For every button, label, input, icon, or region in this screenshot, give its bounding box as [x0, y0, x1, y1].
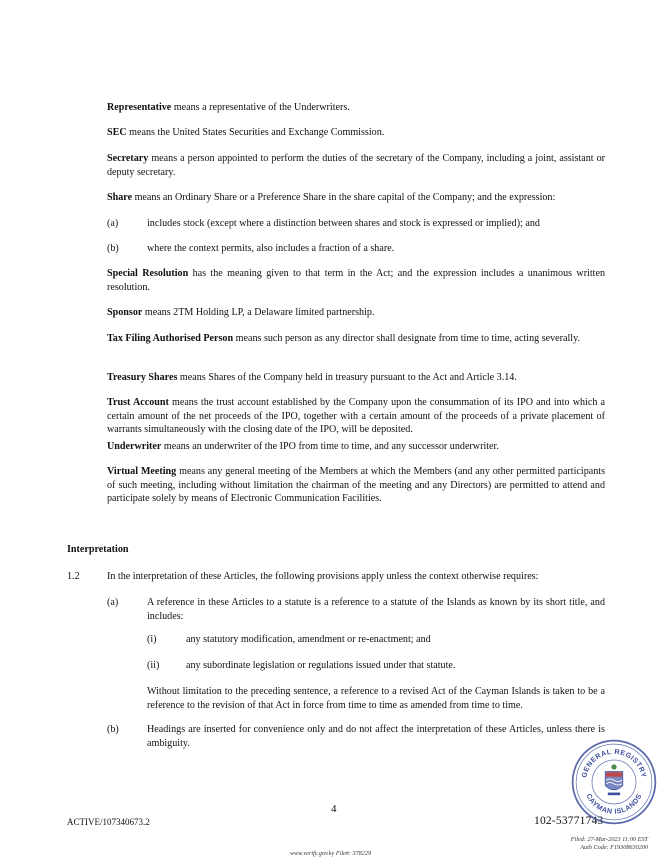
definition-term: Treasury Shares: [107, 372, 178, 383]
definition-text: means a representative of the Underwriters.: [171, 102, 350, 113]
item-a-text: A reference in these Articles to a statute is a reference to a statute of the Islands as known by its short title, and includes:: [147, 597, 605, 622]
definition-sec: [107, 126, 605, 140]
definition-term: Virtual Meeting: [107, 466, 177, 477]
definition-text: means Shares of the Company held in treasury pursuant to the Act and Article 3.14.: [177, 372, 517, 383]
definition-text: means the trust account established by the Company upon the consummation of its IPO and into which a certain amount of the net proceeds of the IPO, together with a certain amount of the proceeds of a private placement of warrants simultaneously with the closing date of the IPO, will be deposited.: [107, 397, 606, 436]
item-a-paragraph: Without limitation to the preceding sentence, a reference to a revised Act of the Cayman Islands is taken to be a reference to the revision of that Act in force from time to time as amended from time to time.: [147, 686, 605, 711]
definition-text: means such person as any director shall designate from time to time, acting severally.: [233, 333, 581, 344]
document-reference: ACTIVE/107340673.2: [67, 817, 150, 827]
share-item-a-text: includes stock (except where a distinction between shares and stock is expressed or implied); and: [147, 218, 540, 229]
clause-text: In the interpretation of these Articles, the following provisions apply unless the context otherwise requires:: [107, 571, 539, 582]
filed-date-line: Filed: 27-Mar-2023 11:00 EST: [570, 836, 648, 843]
definition-term: Representative: [107, 102, 172, 113]
definition-treasury-shares: [107, 371, 605, 385]
item-b-text: Headings are inserted for convenience only and do not affect the interpretation of these Articles, unless there is ambiguity.: [147, 724, 605, 749]
share-item-a-label: (a): [107, 218, 119, 229]
definition-term: Special Resolution: [107, 268, 189, 279]
definition-share: [107, 191, 605, 205]
definition-term: Underwriter: [107, 441, 162, 452]
definition-representative: [107, 101, 605, 115]
definition-secretary: [107, 152, 605, 179]
definition-term: Secretary: [107, 153, 149, 164]
definition-text: means any general meeting of the Members at which the Members (and any other permitted participants of such meeting, including without limitation the chairman of the meeting and any Directors) are permitted to attend and participate solely by means of Electronic Communication Facilities.: [107, 466, 605, 505]
definition-trust-account: [107, 396, 605, 437]
share-item-b-text: where the context permits, also includes a fraction of a share.: [147, 243, 395, 254]
definition-term: Trust Account: [107, 397, 169, 408]
sub-item-i-label: (i): [147, 634, 157, 645]
item-b-label: (b): [107, 724, 119, 735]
definition-text: means a person appointed to perform the duties of the secretary of the Company, including a joint, assistant or deputy secretary.: [107, 153, 605, 178]
definition-text: means an underwriter of the IPO from time to time, and any successor underwriter.: [161, 441, 499, 452]
filing-stamp: [571, 836, 648, 852]
section-heading: Interpretation: [67, 544, 129, 555]
page-number: 4: [331, 803, 337, 815]
seal-bottom-text: CAYMAN ISLANDS: [584, 792, 644, 816]
sub-item-ii-text: any subordinate legislation or regulations issued under that statute.: [186, 660, 456, 671]
definition-underwriter: [107, 440, 605, 454]
definition-text: means the United States Securities and Exchange Commission.: [126, 127, 385, 138]
definition-virtual-meeting: [107, 465, 605, 506]
coat-of-arms-icon: [605, 764, 623, 795]
definition-tax-filing-authorised-person: [107, 332, 605, 346]
item-a-label: (a): [107, 597, 119, 608]
general-registry-seal: [570, 738, 658, 826]
definition-sponsor: [107, 306, 605, 320]
seal-top-text: GENERAL REGISTRY: [581, 748, 647, 779]
auth-code-line: Auth Code: F19308630200: [580, 844, 648, 851]
verify-url: www.verify.gov.ky File#: 378229: [290, 850, 372, 857]
definition-term: Share: [107, 192, 133, 203]
sub-item-i-text: any statutory modification, amendment or re-enactment; and: [186, 634, 431, 645]
definition-term: SEC: [107, 127, 127, 138]
definition-term: Sponsor: [107, 307, 143, 318]
share-item-b-label: (b): [107, 243, 119, 254]
definition-text: has the meaning given to that term in the Act; and the expression includes a unanimous written resolution.: [107, 268, 605, 293]
filing-document-id: 102-53771743: [534, 815, 604, 827]
definition-term: Tax Filing Authorised Person: [107, 333, 234, 344]
definition-text: means an Ordinary Share or a Preference Share in the share capital of the Company; and the expression:: [132, 192, 556, 203]
definition-special-resolution: [107, 267, 605, 294]
sub-item-ii-label: (ii): [147, 660, 160, 671]
clause-number: 1.2: [67, 571, 80, 582]
definition-text: means 2TM Holding LP, a Delaware limited partnership.: [142, 307, 375, 318]
